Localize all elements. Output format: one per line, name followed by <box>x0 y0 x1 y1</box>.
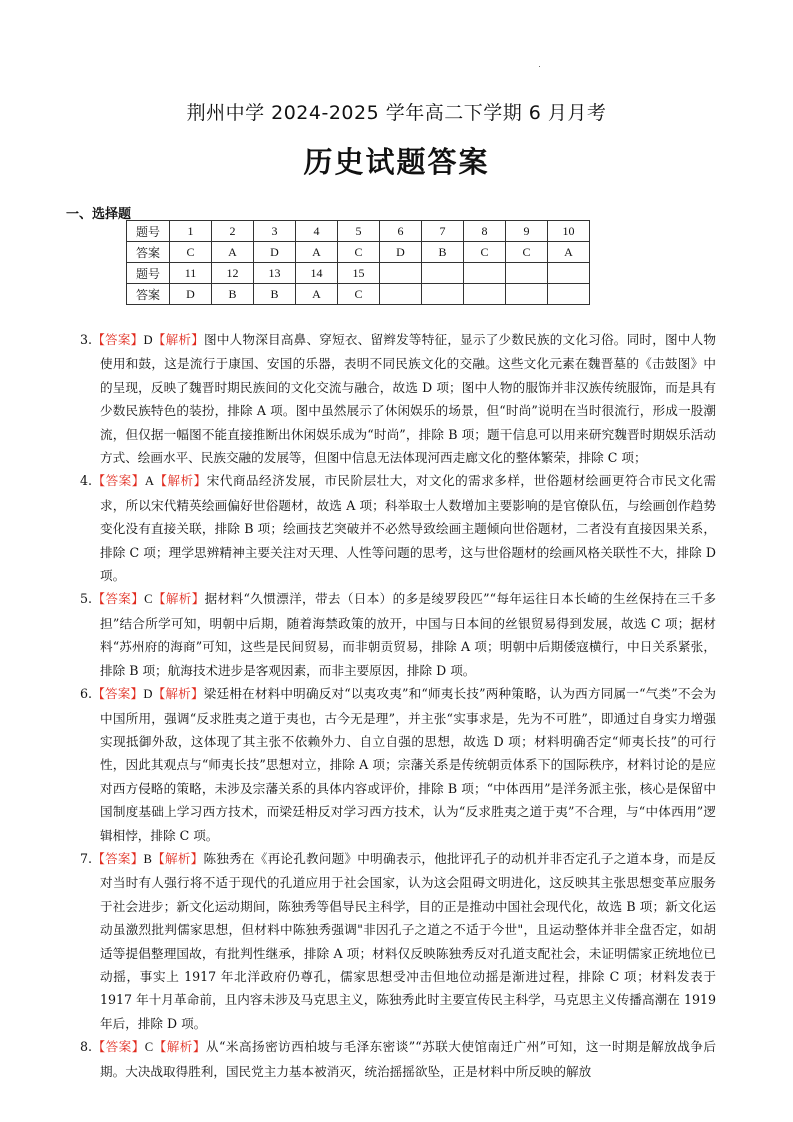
answer-letter: C <box>144 1040 154 1055</box>
question-number-cell: 15 <box>338 263 380 284</box>
question-number-cell <box>506 263 548 284</box>
row-label: 题号 <box>127 221 170 242</box>
question-number-cell: 3 <box>254 221 296 242</box>
analysis-tag: 【解析】 <box>151 850 204 866</box>
analysis-body <box>80 469 716 587</box>
analysis-body <box>80 587 716 682</box>
answer-cell: B <box>254 284 296 305</box>
section-heading: 一、选择题 <box>66 207 132 222</box>
item-number: 5. <box>80 591 93 607</box>
stray-mark <box>539 66 540 67</box>
answer-cell: A <box>296 284 338 305</box>
analysis-tag: 【解析】 <box>152 332 205 347</box>
answer-tag: 【答案】 <box>92 850 144 866</box>
question-number-cell: 2 <box>212 221 254 242</box>
analysis-lead <box>80 851 203 866</box>
answer-letter: D <box>143 687 153 702</box>
question-number-row <box>127 263 590 284</box>
item-number: 6. <box>80 686 93 702</box>
document-title: 荆州中学 2024-2025 学年高二下学期 6 月月考 <box>186 102 607 124</box>
question-number-cell: 9 <box>506 221 548 242</box>
item-number: 3. <box>80 332 93 347</box>
analysis-tag: 【解析】 <box>153 473 207 489</box>
question-number-cell: 10 <box>548 221 590 242</box>
question-number-cell: 4 <box>296 221 338 242</box>
question-number-cell: 11 <box>170 263 212 284</box>
answer-cell: B <box>422 242 464 263</box>
question-number-cell: 6 <box>380 221 422 242</box>
answer-tag: 【答案】 <box>92 332 144 347</box>
analysis-body <box>80 682 716 847</box>
answer-row <box>127 242 590 263</box>
answer-cell: D <box>170 284 212 305</box>
analysis-body <box>80 1035 716 1083</box>
analysis-list <box>80 328 716 1083</box>
answer-cell: A <box>212 242 254 263</box>
document-subtitle: 历史试题答案 <box>303 145 490 179</box>
answer-letter: D <box>143 333 153 347</box>
answer-tag: 【答案】 <box>92 686 144 702</box>
answer-cell: C <box>506 242 548 263</box>
answer-cell <box>422 284 464 305</box>
question-number-cell <box>380 263 422 284</box>
question-number-cell: 7 <box>422 221 464 242</box>
answer-cell: D <box>254 242 296 263</box>
analysis-text: 从“米高扬密访西柏坡与毛泽东密谈”“苏联大使馆南迁广州”可知，这一时期是解放战争后期。大决战取得胜利，国民党主力基本被消灭，统治摇摇欲坠，正是材料中所反映的解放 <box>100 1039 716 1079</box>
answer-letter: A <box>144 474 154 489</box>
question-number-cell <box>422 263 464 284</box>
answer-cell <box>548 284 590 305</box>
item-number: 7. <box>80 850 93 866</box>
question-number-cell <box>548 263 590 284</box>
analysis-lead <box>80 473 207 488</box>
answer-cell <box>464 284 506 305</box>
analysis-text: 梁廷枏在材料中明确反对“以夷攻夷”和“师夷长技”两种策略，认为西方同属一“气类”不会为中国所用，强调“反求胜夷之道于夷也，古今无是理”，并主张“实事求是，先为不可胜”，即通过自身实力增强实现抵御外敌，这体现了其主张不依赖外力、自立自强的思想，故选 D 项；材料明确否定“师夷长技”的可行性，因此其观点与“师夷长技”思想对立，排除 A 项；宗藩关系是传统朝贡体系下的国际秩序，材料讨论的是应对西方侵略的策略，未涉及宗藩关系的具体内容或评价，排除 B 项；“中体西用”是洋务派主张，核心是保留中国制度基础上学习西方技术，而梁廷枏反对学习西方技术，认为“反求胜夷之道于夷”不合理，与“中体西用”逻辑相悖，排除 C 项。 <box>100 686 717 843</box>
answer-letter: B <box>143 851 152 866</box>
question-number-cell: 13 <box>254 263 296 284</box>
question-number-cell: 12 <box>212 263 254 284</box>
question-number-cell: 14 <box>296 263 338 284</box>
answer-cell: C <box>338 242 380 263</box>
analysis-item <box>80 469 716 587</box>
analysis-item <box>80 328 716 469</box>
analysis-body <box>80 328 716 469</box>
analysis-item <box>80 1035 716 1083</box>
answer-letter: C <box>144 592 153 607</box>
item-number: 4. <box>80 473 93 489</box>
answer-cell: A <box>548 242 590 263</box>
analysis-tag: 【解析】 <box>153 1039 206 1055</box>
analysis-text: 图中人物深目高鼻、穿短衣、留辫发等特征，显示了少数民族的文化习俗。同时，图中人物使用和鼓，这是流行于康国、安国的乐器，表明不同民族文化的交融。这些文化元素在魏晋墓的《击鼓图》中的呈现，反映了魏晋时期民族间的文化交流与融合，故选 D 项；图中人物的服饰并非汉族传统服饰，而是具有少数民族特色的装扮，排除 A 项。图中虽然展示了休闲娱乐的场景，但“时尚”说明在当时很流行，形成一股潮流，但仅据一幅图不能直接推断出休闲娱乐成为“时尚”，排除 B 项；题干信息可以用来研究魏晋时期娱乐活动方式、绘画水平、民族交融的发展等，但图中信息无法体现河西走廊文化的整体繁荣，排除 C 项； <box>100 332 717 466</box>
question-number-cell: 1 <box>170 221 212 242</box>
answer-cell <box>380 284 422 305</box>
answer-row <box>127 284 590 305</box>
question-number-row <box>127 221 590 242</box>
analysis-body <box>80 847 716 1035</box>
analysis-item <box>80 847 716 1035</box>
answer-cell: A <box>296 242 338 263</box>
analysis-item <box>80 682 716 847</box>
answer-cell: C <box>338 284 380 305</box>
row-label: 答案 <box>127 284 170 305</box>
analysis-item <box>80 587 716 682</box>
analysis-lead <box>80 591 205 606</box>
analysis-lead <box>80 332 204 347</box>
analysis-text: 据材料“久惯漂洋，带去（日本）的多是绫罗段匹”“每年运往日本长崎的生丝保持在三千多担”结合所学可知，明朝中后期，随着海禁政策的放开，中国与日本间的丝银贸易得到发展，故选 C 项；据材料“苏州府的海商”可知，这些是民间贸易，而非朝贡贸易，排除 A 项；明朝中后期倭寇横行，中日关系紧张，排除 B 项；航海技术进步是客观因素，而非主要原因，排除 D 项。 <box>100 591 717 678</box>
analysis-tag: 【解析】 <box>152 591 205 607</box>
analysis-lead <box>80 686 204 701</box>
answer-cell: C <box>464 242 506 263</box>
analysis-lead <box>80 1039 206 1054</box>
answer-cell: C <box>170 242 212 263</box>
answer-cell: B <box>212 284 254 305</box>
analysis-text: 宋代商品经济发展，市民阶层壮大，对文化的需求多样，世俗题材绘画更符合市民文化需求，所以宋代精英绘画偏好世俗题材，故选 A 项；科举取士人数增加主要影响的是官僚队伍，与绘画创作趋势变化没有直接关联，排除 B 项；绘画技艺突破并不必然导致绘画主题倾向世俗题材，二者没有直接因果关系，排除 C 项；理学思辨精神主要关注对天理、人性等问题的思考，这与世俗题材的绘画风格关联性不大，排除 D 项。 <box>100 473 717 584</box>
analysis-tag: 【解析】 <box>152 686 204 702</box>
question-number-cell: 8 <box>464 221 506 242</box>
row-label: 答案 <box>127 242 170 263</box>
answer-table <box>126 220 590 305</box>
row-label: 题号 <box>127 263 170 284</box>
answer-tag: 【答案】 <box>92 473 145 489</box>
question-number-cell: 5 <box>338 221 380 242</box>
answer-cell: D <box>380 242 422 263</box>
answer-tag: 【答案】 <box>92 591 145 607</box>
answer-tag: 【答案】 <box>92 1039 145 1055</box>
answer-cell <box>506 284 548 305</box>
question-number-cell <box>464 263 506 284</box>
analysis-text: 陈独秀在《再论孔教问题》中明确表示，他批评孔子的动机并非否定孔子之道本身，而是反对当时有人强行将不适于现代的孔道应用于社会国家，认为这会阻碍文明进化，这反映其主张思想变革应服务于社会进步；新文化运动期间，陈独秀等倡导民主科学，目的正是推动中国社会现代化，故选 B 项；新文化运动虽激烈批判儒家思想，但材料中陈独秀强调"非因孔子之道之不适于今世"，且运动整体并非全盘否定，如胡适等提倡整理国故，有批判性继承，排除 A 项；材料仅反映陈独秀反对孔道支配社会，未证明儒家正统地位已动摇，事实上 1917 年北洋政府仍尊孔，儒家思想受冲击但地位动摇是渐进过程，排除 C 项；材料发表于 1917 年十月革命前，且内容未涉及马克思主义，陈独秀此时主要宣传民主科学，马克思主义传播高潮在 1919 年后，排除 D 项。 <box>100 850 717 1031</box>
item-number: 8. <box>80 1039 93 1055</box>
